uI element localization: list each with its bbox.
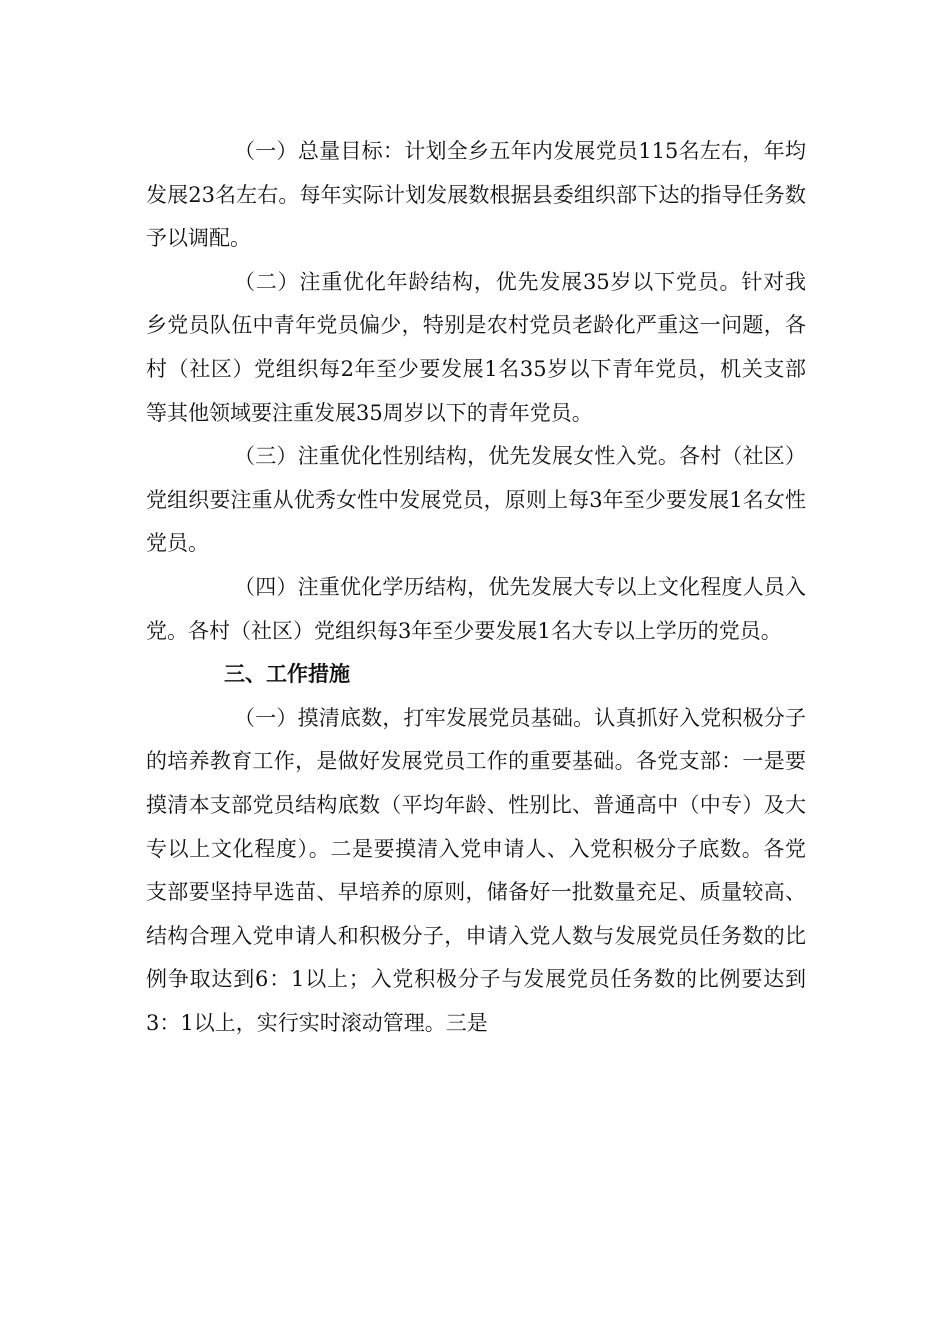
paragraph-education-structure: （四）注重优化学历结构，优先发展大专以上文化程度人员入党。各村（社区）党组织每3年至少要发展1名大专以上学历的党员。 — [146, 574, 806, 643]
paragraph-age-structure: （二）注重优化年龄结构，优先发展35岁以下党员。针对我乡党员队伍中青年党员偏少，特别是农村党员老龄化严重这一问题，各村（社区）党组织每2年至少要发展1名35岁以下青年党员，机关支部等其他领域要注重发展35周岁以下的青年党员。 — [146, 269, 806, 425]
document-body — [146, 130, 806, 1045]
paragraph-work-measures: （一）摸清底数，打牢发展党员基础。认真抓好入党积极分子的培养教育工作，是做好发展党员工作的重要基础。各党支部：一是要摸清本支部党员结构底数（平均年龄、性别比、普通高中（中专）及大专以上文化程度）。二是要摸清入党申请人、入党积极分子底数。各党支部要坚持早选苗、早培养的原则，储备好一批数量充足、质量较高、结构合理入党申请人和积极分子，申请入党人数与发展党员任务数的比例争取达到6：1以上；入党积极分子与发展党员任务数的比例要达到3：1以上，实行实时滚动管理。三是 — [146, 705, 806, 1035]
paragraph-total-target: （一）总量目标：计划全乡五年内发展党员115名左右，年均发展23名左右。每年实际计划发展数根据县委组织部下达的指导任务数予以调配。 — [146, 139, 806, 251]
paragraph-gender-structure: （三）注重优化性别结构，优先发展女性入党。各村（社区）党组织要注重从优秀女性中发展党员，原则上每3年至少要发展1名女性党员。 — [146, 444, 806, 556]
section-heading: 三、工作措施 — [224, 662, 350, 687]
